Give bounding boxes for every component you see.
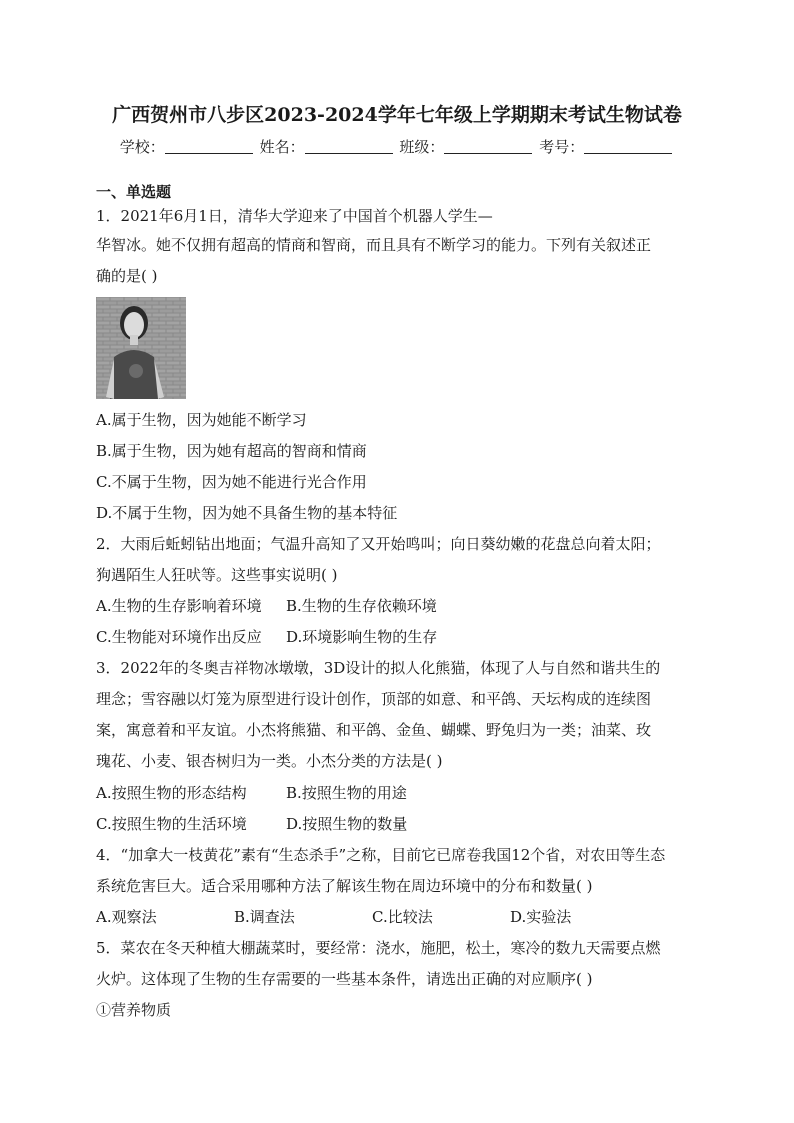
q1-option-a: A.属于生物，因为她能不断学习 (96, 411, 307, 429)
student-info-row (0, 136, 794, 157)
q3-stem-line4: 瑰花、小麦、银杏树归为一类。小杰分类的方法是( ) (96, 752, 443, 770)
q5-stem-line1: 5．菜农在冬天种植大棚蔬菜时，要经常：浇水，施肥，松土，寒冷的数九天需要点燃 (96, 939, 661, 957)
q4-stem-line2: 系统危害巨大。适合采用哪种方法了解该生物在周边环境中的分布和数量( ) (96, 877, 593, 895)
name-label: 姓名： (259, 138, 305, 156)
q4-option-d: D.实验法 (510, 908, 572, 926)
q2-stem-line1: 2．大雨后蚯蚓钻出地面；气温升高知了又开始鸣叫；向日葵幼嫩的花盘总向着太阳； (96, 535, 661, 553)
q4-options-row (96, 907, 571, 927)
q5-stem-line3: ①营养物质 (96, 1001, 172, 1019)
q1-stem-line3: 确的是( ) (96, 267, 158, 285)
q3-options-row1 (96, 783, 407, 803)
q1-stem-line2: 华智冰。她不仅拥有超高的情商和智商，而且具有不断学习的能力。下列有关叙述正 (96, 236, 652, 254)
q3-options-row2 (96, 814, 407, 834)
school-blank[interactable] (165, 139, 253, 154)
q2-options-row1 (96, 596, 437, 616)
exam-number-label: 考号： (539, 138, 585, 156)
q2-stem-line2: 狗遇陌生人狂吠等。这些事实说明( ) (96, 566, 338, 584)
q1-option-d: D.不属于生物，因为她不具备生物的基本特征 (96, 504, 398, 522)
school-label: 学校： (119, 138, 165, 156)
name-blank[interactable] (305, 139, 393, 154)
q4-stem-line1: 4．“加拿大一枝黄花”素有“生态杀手”之称，目前它已席卷我国12个省，对农田等生态 (96, 846, 666, 864)
exam-number-blank[interactable] (584, 139, 672, 154)
robot-student-photo (96, 297, 186, 399)
q4-option-b: B.调查法 (234, 908, 295, 926)
q3-stem-line1: 3．2022年的冬奥吉祥物冰墩墩，3D设计的拟人化熊猫，体现了人与自然和谐共生的 (96, 659, 661, 677)
q3-stem-line2: 理念；雪容融以灯笼为原型进行设计创作，顶部的如意、和平鸽、天坛构成的连续图 (96, 690, 652, 708)
q4-option-a: A.观察法 (96, 908, 157, 926)
q3-stem-line3: 案，寓意着和平友谊。小杰将熊猫、和平鸽、金鱼、蝴蝶、野兔归为一类；油菜、玫 (96, 721, 652, 739)
exam-title: 广西贺州市八步区2023-2024学年七年级上学期期末考试生物试卷 (112, 104, 682, 126)
q1-option-c: C.不属于生物，因为她不能进行光合作用 (96, 473, 367, 491)
q2-option-a: A.生物的生存影响着环境 (96, 597, 262, 615)
q5-stem-line2: 火炉。这体现了生物的生存需要的一些基本条件，请选出正确的对应顺序( ) (96, 970, 593, 988)
class-blank[interactable] (444, 139, 532, 154)
q3-option-b: B.按照生物的用途 (286, 784, 407, 802)
q2-options-row2 (96, 627, 437, 647)
q3-option-c: C.按照生物的生活环境 (96, 815, 247, 833)
q2-option-c: C.生物能对环境作出反应 (96, 628, 262, 646)
class-label: 班级： (399, 138, 445, 156)
q3-option-a: A.按照生物的形态结构 (96, 784, 247, 802)
q2-option-b: B.生物的生存依赖环境 (286, 597, 437, 615)
q4-option-c: C.比较法 (372, 908, 433, 926)
q1-option-b: B.属于生物，因为她有超高的智商和情商 (96, 442, 367, 460)
q2-option-d: D.环境影响生物的生存 (286, 628, 438, 646)
q3-option-d: D.按照生物的数量 (286, 815, 408, 833)
q1-stem-line1: 1．2021年6月1日，清华大学迎来了中国首个机器人学生— (96, 207, 493, 225)
section-heading: 一、单选题 (96, 183, 172, 201)
